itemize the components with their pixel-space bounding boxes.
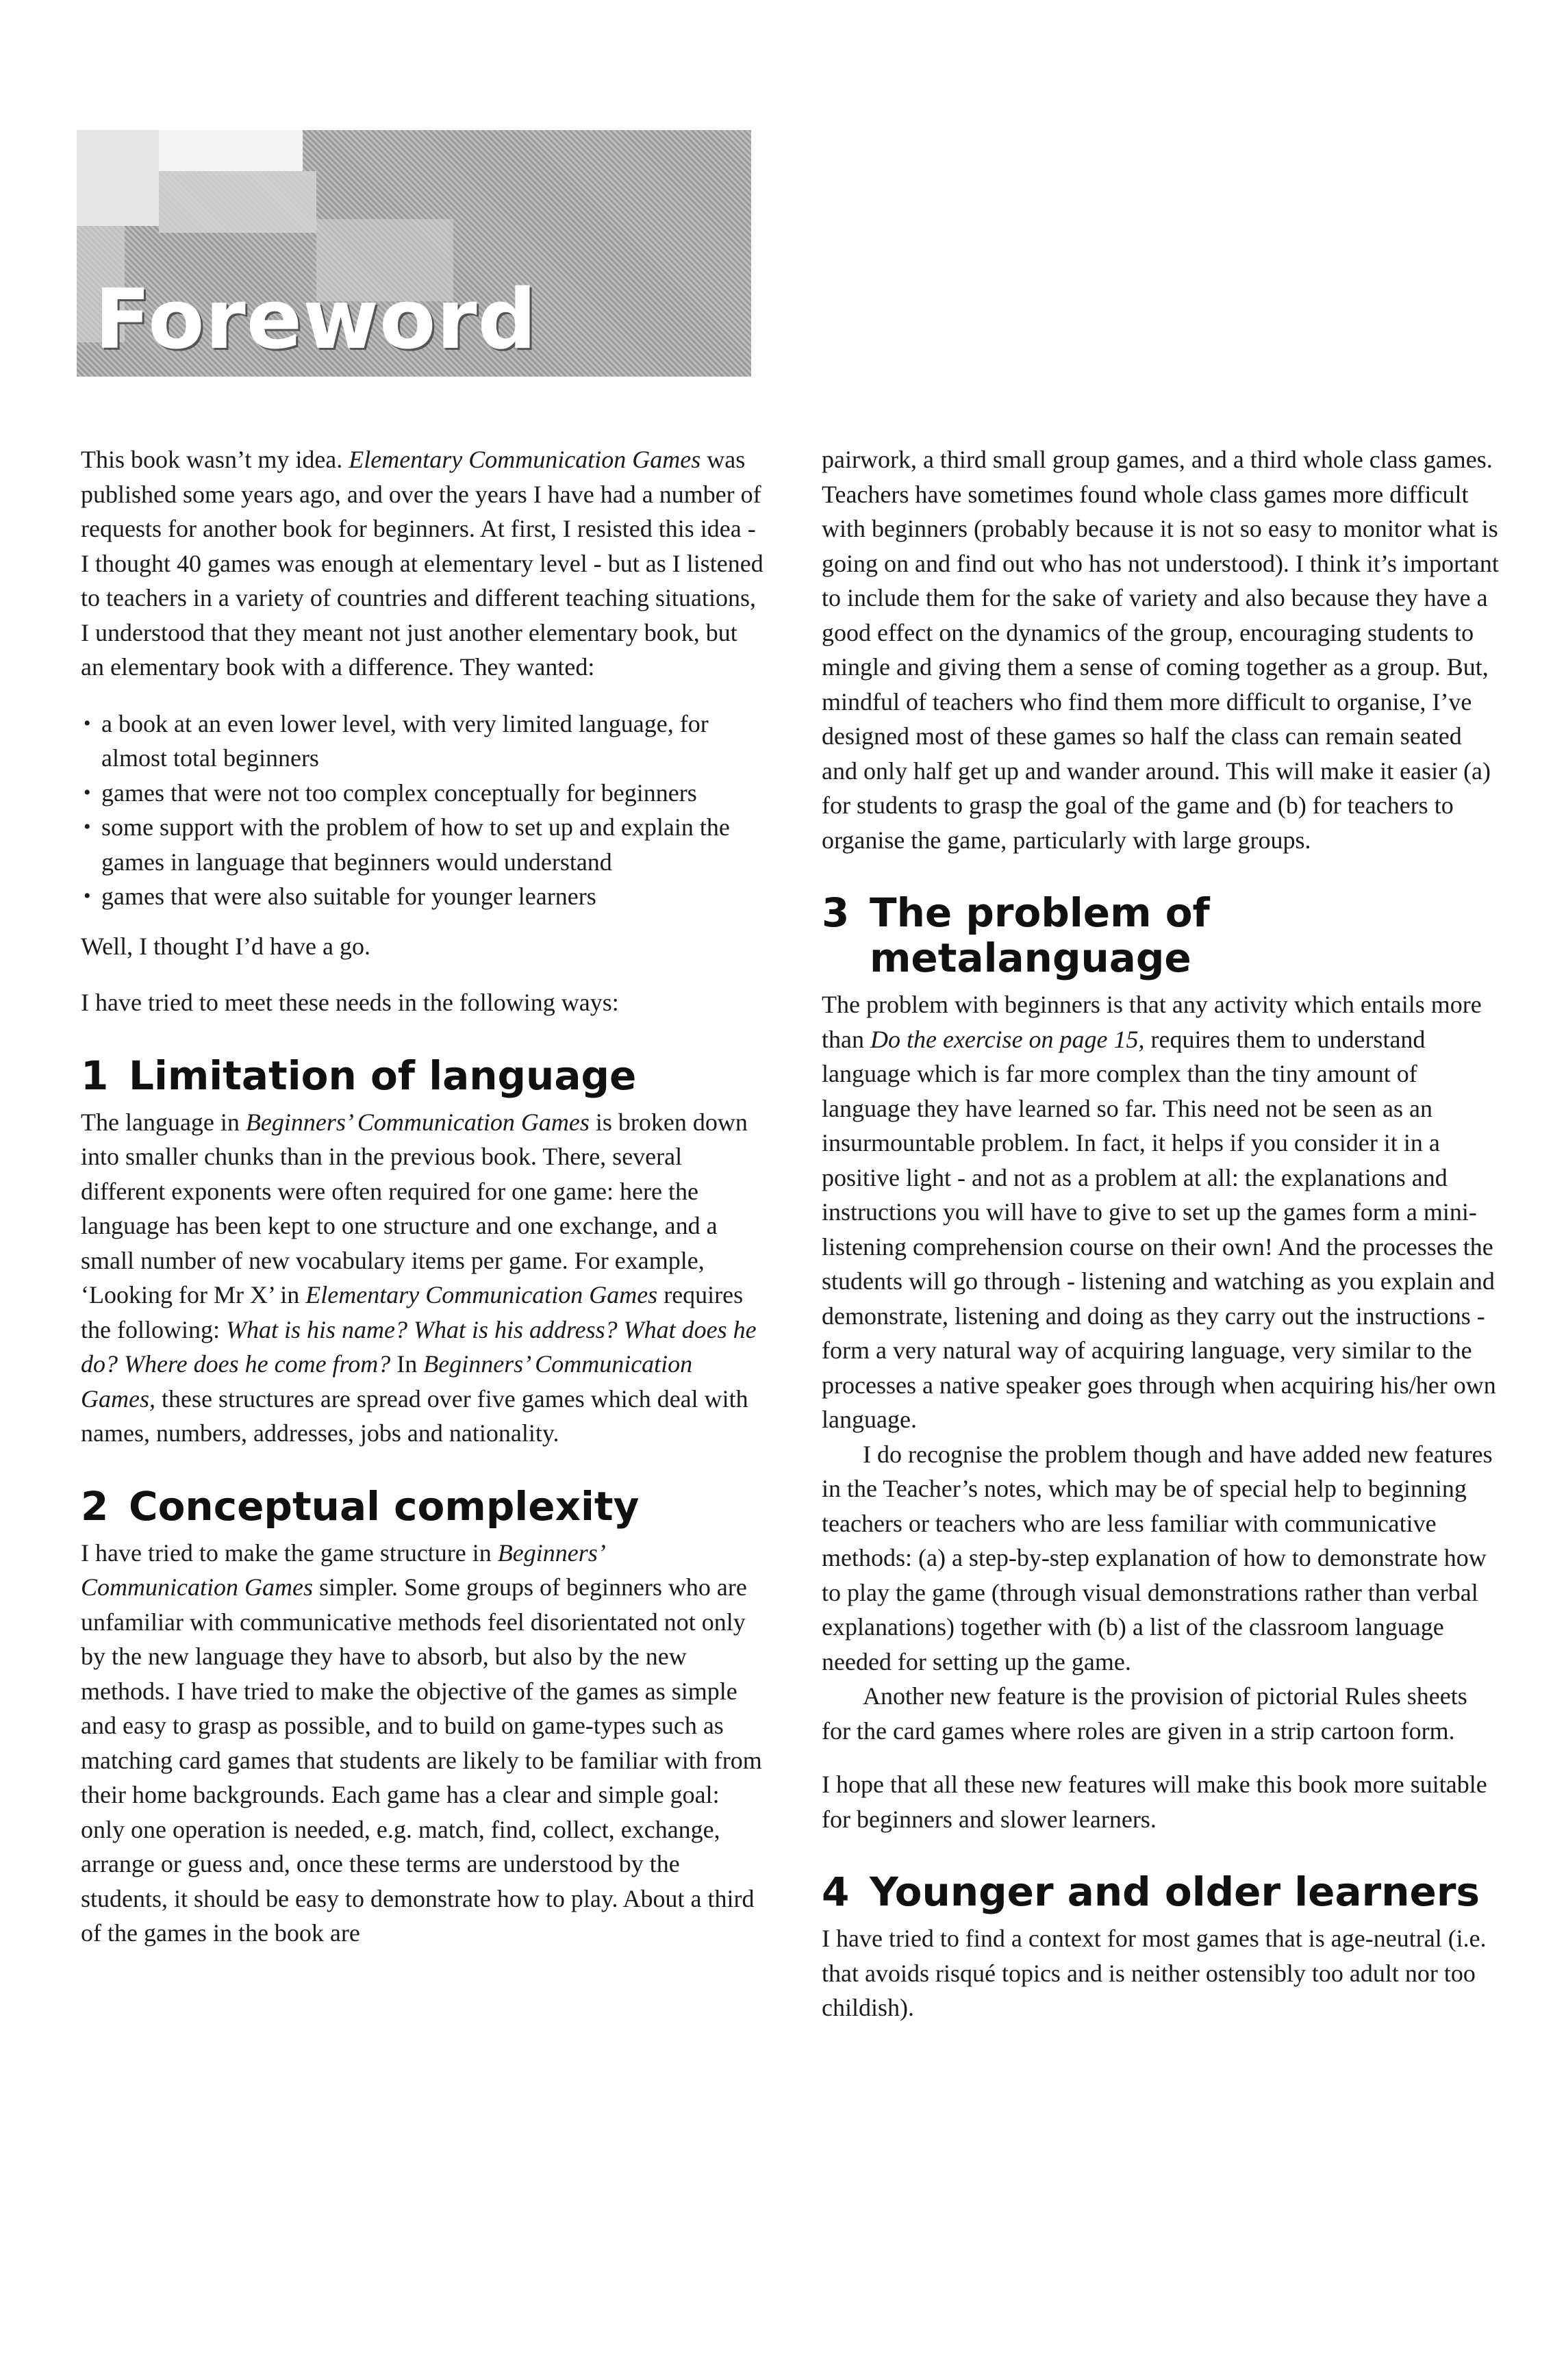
continued-paragraph: pairwork, a third small group games, and a third whole class games. Teachers have sometimes found whole class games more difficult with beginners (probably because it is not so easy to monitor what is going on and find out who has not understood). I think it’s important to include them for the sake of variety and also because they have a good effect on the dynamics of the group, encouraging students to mingle and giving them a sense of coming together as a group. But, mindful of teachers who find them more difficult to organise, I’ve designed most of these games so half the class can remain seated and only half get up and wander around. This will make it easier (a) for students to grasp the goal of the game and (b) for teachers to organise the game, particularly with large groups. (822, 446, 1499, 854)
section-heading-4: 4 Younger and older learners (822, 1869, 1480, 1915)
banner-block (77, 130, 159, 226)
section-3-paragraph-4: I hope that all these new features will make this book more suitable for beginners and slower learners. (822, 1771, 1487, 1833)
list-item: • games that were also suitable for younger learners (81, 879, 766, 914)
intro-paragraph: This book wasn’t my idea. Elementary Communication Games was published some years ago, and over the years I have had a number of requests for another book for beginners. At first, I resisted this idea - I thought 40 games was enough at elementary level - but as I listened to teachers in a variety of countries and different teaching situations, I understood that they meant not just another elementary book, but an elementary book with a difference. They wanted: (81, 446, 763, 681)
list-item: • a book at an even lower level, with very limited language, for almost total beginners (81, 707, 766, 776)
paragraph-needs: I have tried to meet these needs in the following ways: (81, 989, 619, 1016)
banner-block (159, 171, 316, 233)
section-heading-3: 3 The problem of metalanguage (822, 889, 1210, 981)
list-item: • games that were not too complex conceptually for beginners (81, 776, 766, 811)
list-item: • some support with the problem of how to set up and explain the games in language that beginners would understand (81, 810, 766, 879)
right-column (822, 442, 1500, 2025)
section-3-paragraph-3: Another new feature is the provision of pictorial Rules sheets for the card games where roles are given in a strip cartoon form. (822, 1682, 1467, 1745)
section-2-paragraph: I have tried to make the game structure in Beginners’ Communication Games simpler. Some groups of beginners who are unfamiliar with communicative methods feel disorientated not only by the new language they have to absorb, but also by the new methods. I have tried to make the objective of the games as simple and easy to grasp as possible, and to build on game-types such as matching card games that students are likely to be familiar with from their home backgrounds. Each game has a clear and simple goal: only one operation is needed, e.g. match, find, collect, exchange, arrange or guess and, once these terms are understood by the students, it should be easy to demonstrate how to play. About a third of the games in the book are (81, 1539, 762, 1947)
page-title: Foreword (94, 273, 538, 368)
section-heading-2: 2 Conceptual complexity (81, 1482, 640, 1530)
paragraph-go: Well, I thought I’d have a go. (81, 932, 370, 960)
section-heading-1: 1 Limitation of language (81, 1052, 637, 1099)
title-banner (77, 130, 751, 377)
section-4-paragraph: I have tried to find a context for most games that is age-neutral (i.e. that avoids risqué topics and is neither ostensibly too adult nor too childish). (822, 1925, 1487, 2021)
wants-list (81, 707, 766, 914)
section-3-paragraph: The problem with beginners is that any activity which entails more than Do the exercise on page 15, requires them to understand language which is far more complex than the tiny amount of language they have learned so far. This need not be seen as an insurmountable problem. In fact, it helps if you consider it in a positive light - and not as a problem at all: the explanations and instructions you will have to give to set up the games form a mini-listening comprehension course on their own! And the processes the students will go through - listening and watching as you explain and demonstrate, listening and doing as they carry out the instructions - form a very natural way of acquiring language, very similar to the processes a native speaker goes through when acquiring his/her own language. (822, 991, 1496, 1433)
left-column (81, 442, 766, 1951)
section-1-paragraph: The language in Beginners’ Communication Games is broken down into smaller chunks than in the previous book. There, several different exponents were often required for one game: here the language has been kept to one structure and one exchange, and a small number of new vocabulary items per game. For example, ‘Looking for Mr X’ in Elementary Communication Games requires the following: What is his name? What is his address? What does he do? Where does he come from? In Beginners’ Communication Games, these structures are spread over five games which deal with names, numbers, addresses, jobs and nationality. (81, 1108, 757, 1447)
section-3-paragraph-2: I do recognise the problem though and have added new features in the Teacher’s notes, which may be of special help to beginning teachers or teachers who are less familiar with communicative methods: (a) a step-by-step explanation of how to demonstrate how to play the game (through visual demonstrations rather than verbal explanations) together with (b) a list of the classroom language needed for setting up the game. (822, 1440, 1493, 1675)
